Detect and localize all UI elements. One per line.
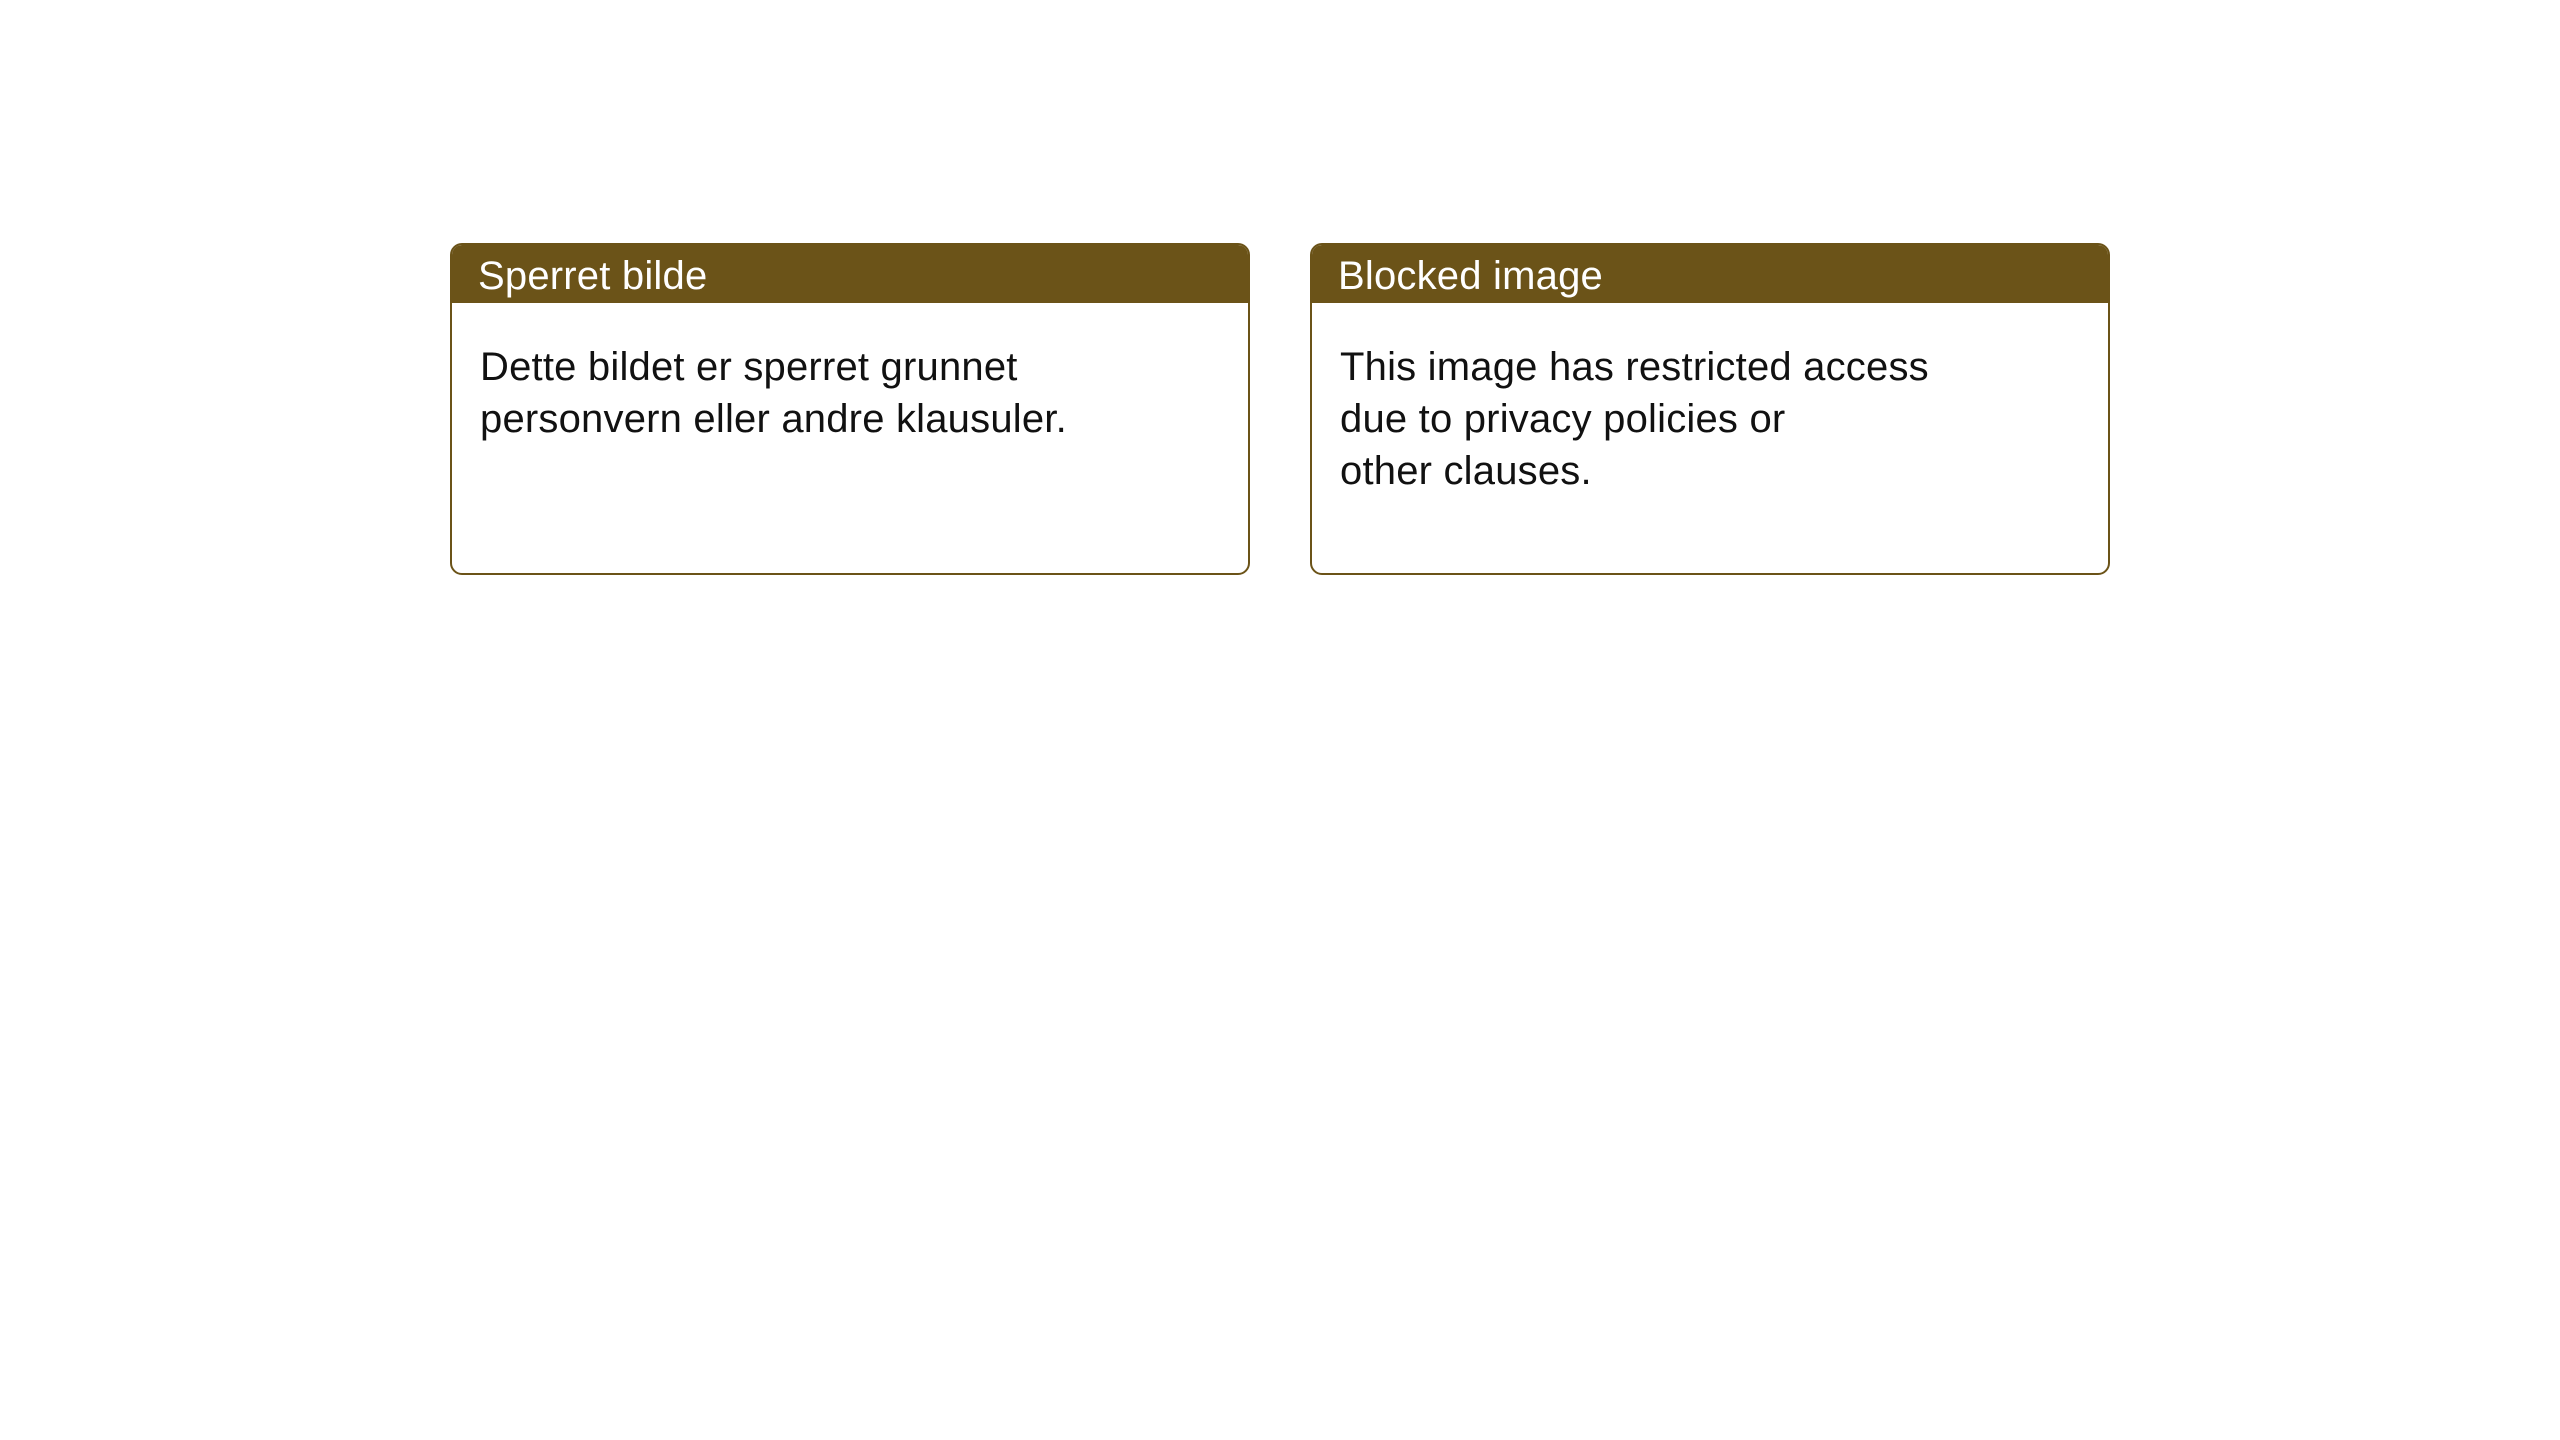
body-line: other clauses.: [1340, 449, 1592, 493]
blocked-image-notice-card-norwegian: [450, 243, 1250, 575]
card-header: [1312, 245, 2108, 303]
body-line: personvern eller andre klausuler.: [480, 397, 1067, 441]
card-title: Sperret bilde: [478, 254, 708, 298]
card-body: [452, 303, 1248, 445]
blocked-image-notice-card-english: [1310, 243, 2110, 575]
card-header: [452, 245, 1248, 303]
card-body: [1312, 303, 2108, 497]
card-title: Blocked image: [1338, 254, 1603, 298]
body-line: This image has restricted access: [1340, 345, 1929, 389]
body-line: due to privacy policies or: [1340, 397, 1786, 441]
body-line: Dette bildet er sperret grunnet: [480, 345, 1018, 389]
